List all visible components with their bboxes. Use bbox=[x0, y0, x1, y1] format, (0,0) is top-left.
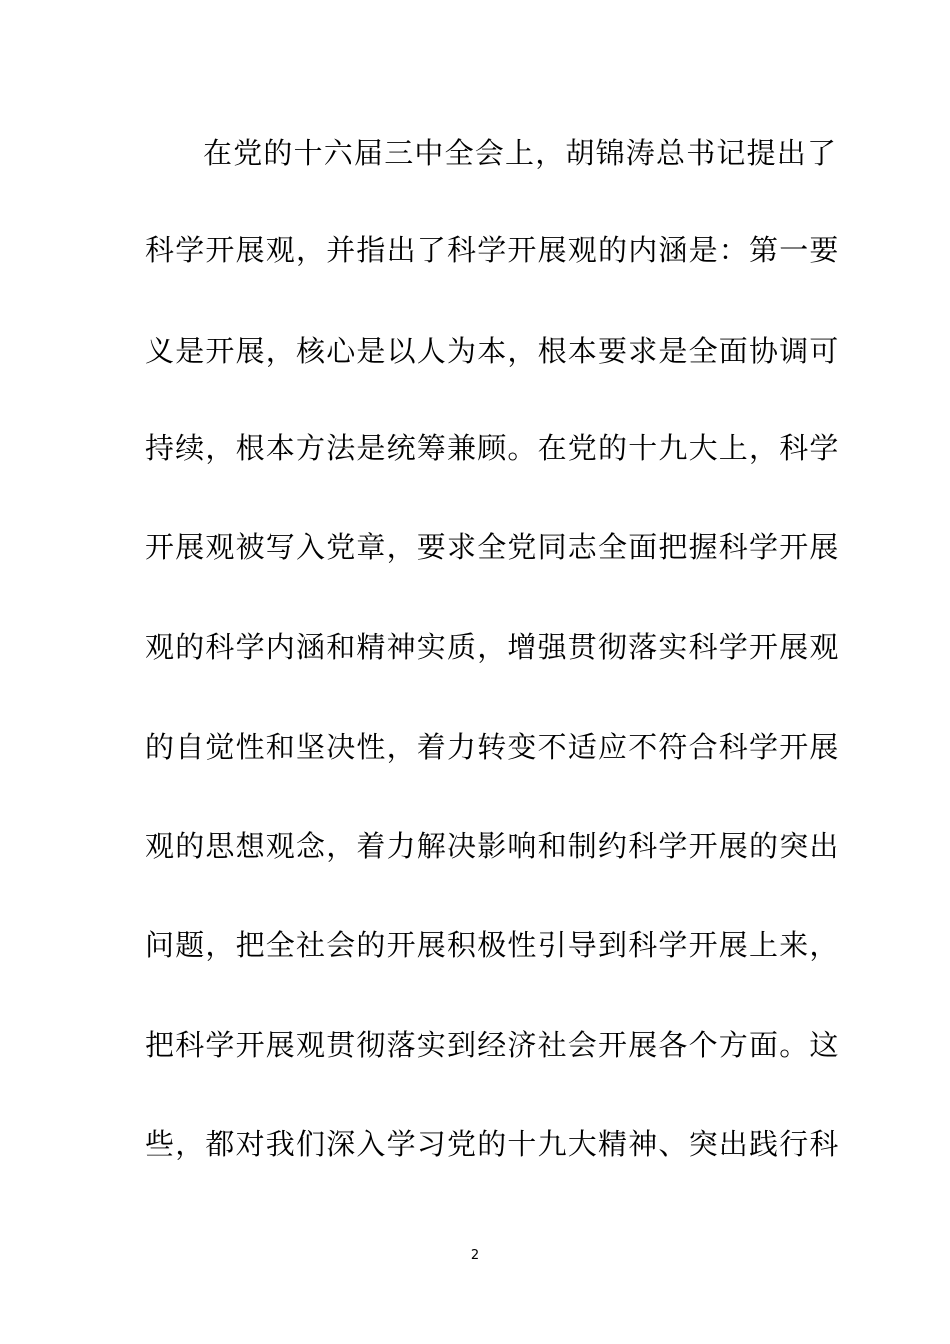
paragraph-line-2: 科学开展观，并指出了科学开展观的内涵是：第一要 bbox=[145, 233, 840, 267]
paragraph-line-7: 的自觉性和坚决性，着力转变不适应不符合科学开展 bbox=[145, 730, 840, 764]
page-number: 2 bbox=[470, 1248, 480, 1263]
paragraph-line-3: 义是开展，核心是以人为本，根本要求是全面协调可 bbox=[145, 334, 840, 368]
paragraph-line-6: 观的科学内涵和精神实质，增强贯彻落实科学开展观 bbox=[145, 630, 840, 664]
paragraph-line-9: 问题，把全社会的开展积极性引导到科学开展上来， bbox=[145, 928, 840, 962]
paragraph-line-8: 观的思想观念，着力解决影响和制约科学开展的突出 bbox=[145, 829, 840, 863]
paragraph-line-10: 把科学开展观贯彻落实到经济社会开展各个方面。这 bbox=[145, 1028, 840, 1062]
paragraph-line-1: 在党的十六届三中全会上，胡锦涛总书记提出了 bbox=[203, 136, 838, 170]
paragraph-line-4: 持续，根本方法是统筹兼顾。在党的十九大上，科学 bbox=[145, 431, 840, 465]
paragraph-line-5: 开展观被写入党章，要求全党同志全面把握科学开展 bbox=[145, 530, 840, 564]
paragraph-line-11: 些，都对我们深入学习党的十九大精神、突出践行科 bbox=[145, 1127, 840, 1161]
